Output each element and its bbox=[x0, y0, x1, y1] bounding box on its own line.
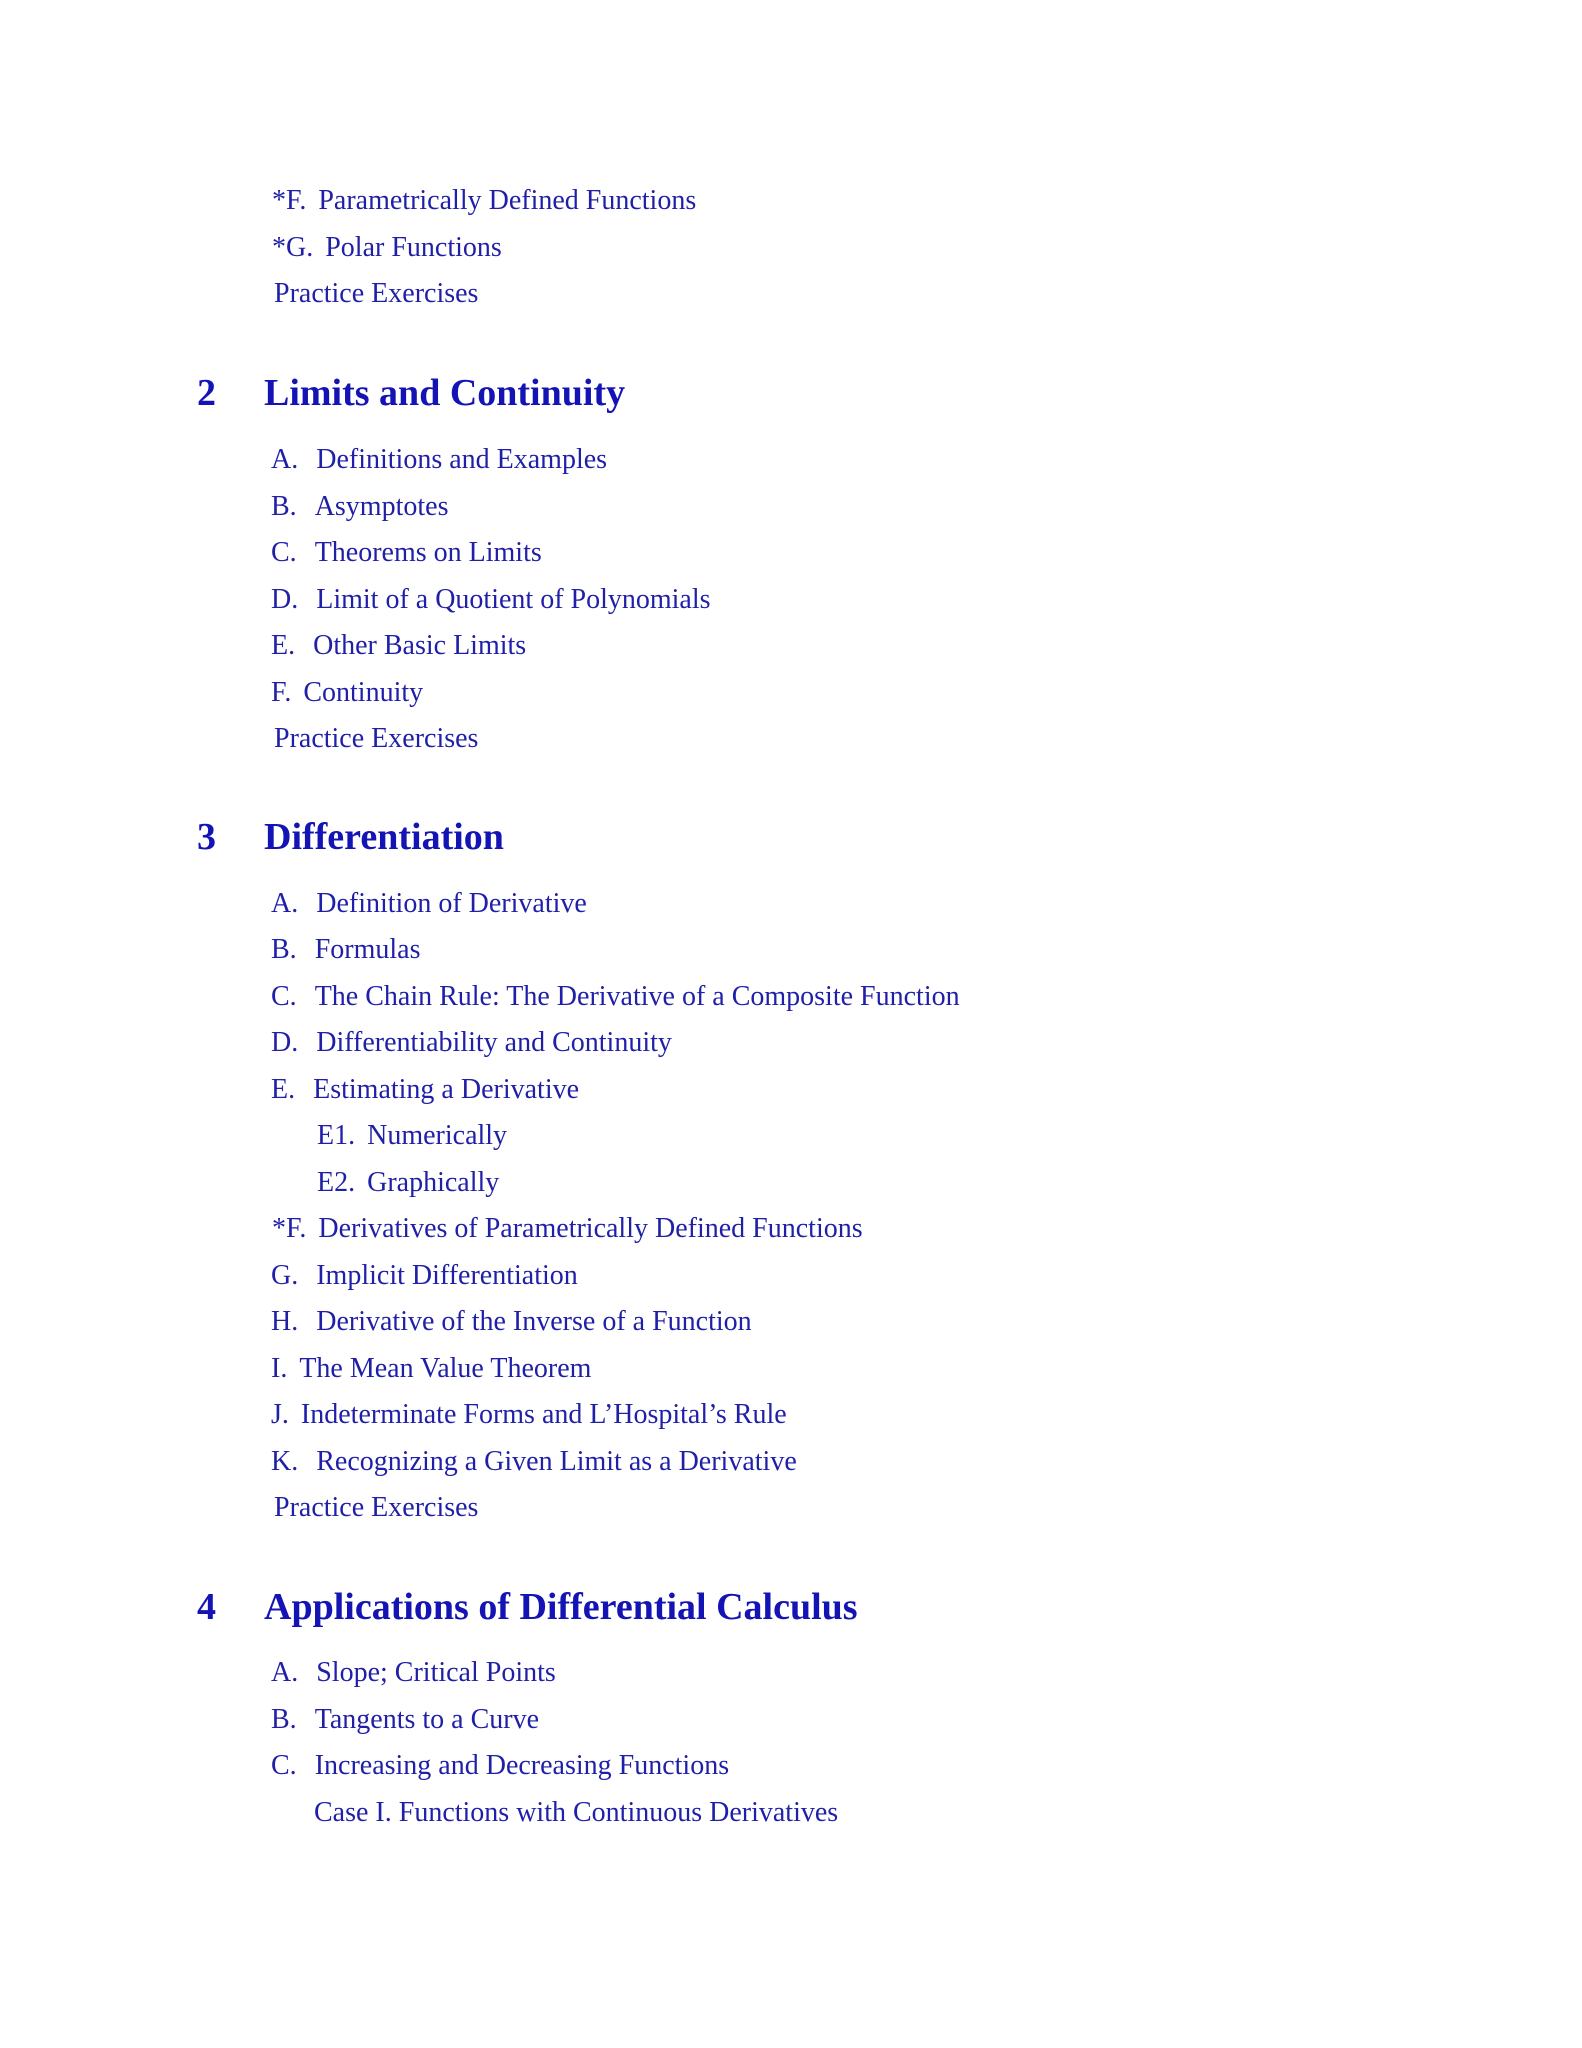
item-label: A. bbox=[271, 1657, 299, 1688]
item-label: B. bbox=[271, 1704, 297, 1735]
item-text: Other Basic Limits bbox=[313, 630, 527, 661]
toc-item-1F[interactable] bbox=[272, 184, 696, 218]
chapter-title[interactable]: Applications of Differential Calculus bbox=[264, 1586, 858, 1628]
toc-item-3E2[interactable] bbox=[317, 1166, 499, 1200]
toc-item-1-practice[interactable] bbox=[274, 277, 478, 311]
item-label: A. bbox=[271, 444, 299, 475]
item-label: G. bbox=[271, 1260, 299, 1291]
item-text: Limit of a Quotient of Polynomials bbox=[316, 584, 711, 615]
item-text: Definition of Derivative bbox=[316, 888, 587, 919]
toc-item-4C-case1[interactable] bbox=[314, 1796, 838, 1830]
chapter-title[interactable]: Limits and Continuity bbox=[264, 372, 626, 414]
item-text: Formulas bbox=[314, 934, 421, 965]
item-text: Practice Exercises bbox=[274, 723, 479, 754]
item-label: B. bbox=[271, 934, 297, 965]
item-label: F. bbox=[271, 677, 292, 708]
chapter-number: 2 bbox=[197, 372, 216, 414]
toc-item-2C[interactable] bbox=[271, 536, 542, 570]
toc-item-3B[interactable] bbox=[271, 933, 420, 967]
item-text: Indeterminate Forms and L’Hospital’s Rule bbox=[300, 1399, 787, 1430]
item-text: Theorems on Limits bbox=[314, 537, 542, 568]
chapter-number: 3 bbox=[197, 816, 216, 858]
toc-item-3D[interactable] bbox=[271, 1026, 672, 1060]
item-label: K. bbox=[271, 1446, 299, 1477]
item-text: Derivatives of Parametrically Defined Functions bbox=[318, 1213, 863, 1244]
toc-item-3A[interactable] bbox=[271, 887, 587, 921]
toc-item-3E[interactable] bbox=[271, 1073, 579, 1107]
toc-item-1G[interactable] bbox=[272, 231, 502, 265]
item-label: E. bbox=[271, 630, 296, 661]
item-label: E. bbox=[271, 1074, 296, 1105]
toc-item-2B[interactable] bbox=[271, 490, 448, 524]
item-text: Polar Functions bbox=[325, 232, 502, 263]
item-label: C. bbox=[271, 537, 297, 568]
item-text: Graphically bbox=[367, 1167, 500, 1198]
toc-item-3H[interactable] bbox=[271, 1305, 752, 1339]
item-label: I. bbox=[271, 1353, 288, 1384]
item-label: *G. bbox=[272, 232, 314, 263]
toc-item-2-practice[interactable] bbox=[274, 722, 478, 756]
item-text: The Chain Rule: The Derivative of a Composite Function bbox=[314, 981, 960, 1012]
item-text: Numerically bbox=[367, 1120, 508, 1151]
item-text: Derivative of the Inverse of a Function bbox=[316, 1306, 752, 1337]
item-label: C. bbox=[271, 1750, 297, 1781]
toc-item-3C[interactable] bbox=[271, 980, 960, 1014]
toc-item-3F[interactable] bbox=[272, 1212, 863, 1246]
item-label: C. bbox=[271, 981, 297, 1012]
toc-item-4A[interactable] bbox=[271, 1656, 556, 1690]
toc-item-2A[interactable] bbox=[271, 443, 607, 477]
item-text: Tangents to a Curve bbox=[314, 1704, 540, 1735]
item-text: The Mean Value Theorem bbox=[299, 1353, 592, 1384]
chapter-number: 4 bbox=[197, 1586, 216, 1628]
toc-item-4B[interactable] bbox=[271, 1703, 539, 1737]
item-text: Continuity bbox=[303, 677, 424, 708]
toc-item-3K[interactable] bbox=[271, 1445, 797, 1479]
item-text: Asymptotes bbox=[314, 491, 449, 522]
item-text: Recognizing a Given Limit as a Derivative bbox=[316, 1446, 797, 1477]
toc-item-3E1[interactable] bbox=[317, 1119, 507, 1153]
item-text: Case I. Functions with Continuous Derivatives bbox=[314, 1797, 839, 1828]
chapter-title[interactable]: Differentiation bbox=[264, 816, 504, 858]
item-text: Implicit Differentiation bbox=[316, 1260, 578, 1291]
item-label: H. bbox=[271, 1306, 299, 1337]
item-label: A. bbox=[271, 888, 299, 919]
item-text: Differentiability and Continuity bbox=[316, 1027, 672, 1058]
item-label: *F. bbox=[272, 1213, 307, 1244]
item-text: Slope; Critical Points bbox=[316, 1657, 556, 1688]
toc-item-2D[interactable] bbox=[271, 583, 711, 617]
item-text: Estimating a Derivative bbox=[313, 1074, 580, 1105]
toc-item-3I[interactable] bbox=[271, 1352, 591, 1386]
toc-item-2E[interactable] bbox=[271, 629, 526, 663]
toc-item-3J[interactable] bbox=[271, 1398, 787, 1432]
item-label: J. bbox=[271, 1399, 289, 1430]
item-text: Practice Exercises bbox=[274, 278, 479, 309]
item-text: Parametrically Defined Functions bbox=[318, 185, 697, 216]
item-label: E1. bbox=[317, 1120, 356, 1151]
item-label: D. bbox=[271, 1027, 299, 1058]
item-text: Practice Exercises bbox=[274, 1492, 479, 1523]
item-label: D. bbox=[271, 584, 299, 615]
item-label: *F. bbox=[272, 185, 307, 216]
item-text: Definitions and Examples bbox=[316, 444, 608, 475]
toc-item-3G[interactable] bbox=[271, 1259, 578, 1293]
toc-item-4C[interactable] bbox=[271, 1749, 729, 1783]
item-label: B. bbox=[271, 491, 297, 522]
toc-item-2F[interactable] bbox=[271, 676, 423, 710]
item-label: E2. bbox=[317, 1167, 356, 1198]
toc-item-3-practice[interactable] bbox=[274, 1491, 478, 1525]
item-text: Increasing and Decreasing Functions bbox=[314, 1750, 730, 1781]
